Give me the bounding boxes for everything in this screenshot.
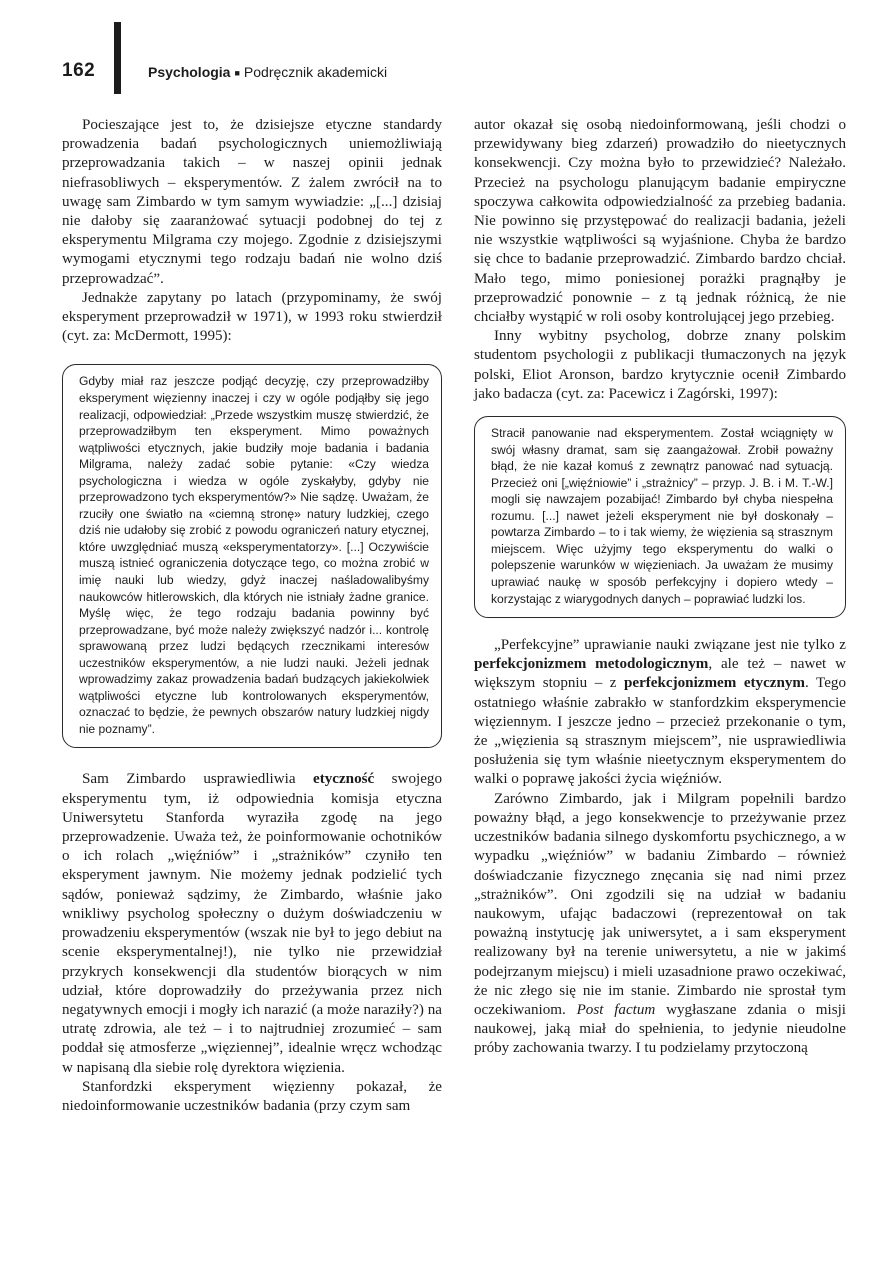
book-subtitle: Podręcznik akademicki bbox=[243, 64, 388, 80]
text-span: . Tego ostatniego właśnie zabrakło w stanfordzkim eksperymencie więziennym. I jeszcze jedno – przecież przekonanie o tym, że „więzienia są strasznym miejscem”, nie usprawiedliwia posłużenia się tym właśnie nieetycznym eksperymentem do walki o poprawę jakości życia więźniów. bbox=[474, 675, 846, 788]
running-head bbox=[148, 64, 387, 80]
quote-box-zimbardo bbox=[62, 364, 442, 748]
square-bullet-icon: ■ bbox=[234, 68, 240, 78]
bold-term-perfekcjonizm-etyczny: perfekcjonizmem etycznym bbox=[623, 675, 806, 692]
text-span: Zarówno Zimbardo, jak i Milgram popełnili bardzo poważny błąd, a jego konsekwencje to przeżywanie przez uczestników badania silnego dyskomfortu psychicznego, a w wypadku „więźniów” w badaniu Zimbardo – również doświadczanie fizycznego znęcania się nad nimi przez „strażników”. Oni zgodzili się na udział w badaniu naukowym, ufając badaczowi (reprezentował on tak poważną instytucję jak uniwersytet, a i sam eksperyment realizowany był na terenie uniwersytetu, a nie w jakimś podejrzanym miejscu) i mieli uzasadnione prawo oczekiwać, że nic złego się nie im stanie. Zimbardo nie sprostał tym oczekiwaniom. bbox=[474, 790, 846, 1018]
right-paragraph-4 bbox=[474, 790, 846, 1059]
quote-text-zimbardo: Gdyby miał raz jeszcze podjąć decyzję, czy przeprowadziłby eksperyment więzienny inaczej i czy w ogóle podjąłby się jego realizacji, odpowiedział: „Przede wszystkim muszę stwierdzić, że przeprowadziłbym ten eksperyment. Mimo poważnych wątpliwości etycznych, jakie budziły moje badania i badania Milgrama, należy zadać sobie pytanie: «Czy wiedza psychologiczna i wiedza w ogóle zyskałyby, gdyby nie przeprowadzono tych eksperymentów?» Nie sądzę. Uważam, że rzuciły one światło na «ciemną stronę» natury ludzkiej, czego dziś nie udałoby się zrobić z powodu ograniczeń natury etycznej, które uwzględniać muszą «eksperymentatorzy». [...] Oczywiście muszą istnieć ograniczenia dotyczące tego, co można zrobić w imię nauki lub wiedzy, gdyż inaczej naśladowalibyśmy naukowców hitlerowskich, dla których nie istniały żadne granice. Myślę więc, że tego rodzaju badania powinny być przeprowadzane, być może należy zwiększyć nadzór i... kontrolę sprawowaną przez ludzi będących rzecznikami interesów uczestników eksperymentów, a nie ludzi nauki. Jeżeli jednak wprowadzimy zakaz prowadzenia badań budzących jakiekolwiek wątpliwości etyczne lub kontrolowanych eksperymentów, oznaczać to będzie, że pewnych obszarów natury ludzkiej nigdy nie poznamy”. bbox=[79, 374, 429, 736]
text-span: wygłaszane zdania o misji naukowej, jaką miał do spełnienia, to jedynie nieudolne próby zachowania twarzy. I tu podzielamy przytoczoną bbox=[474, 1001, 846, 1057]
left-column bbox=[62, 116, 442, 1116]
text-span: , ale też – nawet w większym stopniu – z bbox=[474, 656, 846, 692]
header-divider-bar bbox=[114, 22, 121, 94]
quote-box-aronson bbox=[474, 416, 846, 618]
italic-post-factum: Post factum bbox=[576, 1001, 656, 1018]
left-paragraph-2: Jednakże zapytany po latach (przypominamy, że swój eksperyment przeprowadził w 1971), w 1993 roku stwierdził (cyt. za: McDermott, 1995): bbox=[62, 289, 442, 345]
right-paragraph-2: Inny wybitny psycholog, dobrze znany polskim studentom psychologii z publikacji tłumaczonych na język polski, Eliot Aronson, bardzo krytycznie ocenił Zimbardo jako badacza (cyt. za: Pacewicz i Zagórski, 1997): bbox=[474, 328, 846, 402]
right-column bbox=[474, 116, 846, 1059]
right-paragraph-1: autor okazał się osobą niedoinformowaną, jeśli chodzi o przewidywany bieg zdarzeń) prowadziło do nieetycznych konsekwencji. Czy można było to przewidzieć? Należało. Przecież na psychologu planującym badanie empiryczne spoczywa całkowita odpowiedzialność za przebieg badania. Nie powinno się przystępować do realizacji badania, jeżeli nie wszystkie wątpliwości są wyjaśnione. Chyba że bardzo się chce to badanie przeprowadzić. Zimbardo bardzo chciał. Mało tego, mimo poniesionej porażki pragnąłby je przeprowadzić ponownie – z tą jednak różnicą, że nie chciałby wystąpić w roli osoby kontrolującej jego przebieg. bbox=[474, 117, 846, 326]
book-title: Psychologia bbox=[148, 64, 231, 80]
text-span: swojego eksperymentu tym, iż odpowiednia komisja etyczna Uniwersytetu Stanforda wyraziła zgodę na jego przeprowadzenie. Uważa też, że poinformowanie ochotników o ich rolach „więźniów” i „strażników” czyniło ten eksperyment jawnym. Nie możemy jednak podzielić tych sądów, ponieważ sądzimy, że Zimbardo, właśnie jako wnikliwy psycholog społeczny o dużym doświadczeniu w prowadzeniu eksperymentów (wszak nie był to jego debiut na scenie eksperymentalnej!), nie tylko nie przewidział przykrych konsekwencji dla studentów biorących w nim udział, które doprowadziły do przeżywania przez nich negatywnych emocji i mogły ich narazić (a może naraziły?) na utratę zdrowia, ale też – i to najtrudniej zrozumieć – sam poddał się atmosferze „więziennej”, idealnie wręcz wchodząc w napisaną dla siebie rolę dyrektora więzienia. bbox=[62, 771, 442, 1076]
left-paragraph-3 bbox=[62, 770, 442, 1077]
page-number: 162 bbox=[62, 60, 96, 81]
right-paragraph-3 bbox=[474, 636, 846, 790]
left-paragraph-4: Stanfordzki eksperyment więzienny pokazał, że niedoinformowanie uczestników badania (przy czym sam bbox=[62, 1078, 442, 1114]
bold-term-etycznosc: etyczność bbox=[313, 771, 375, 788]
bold-term-perfekcjonizm-metodologiczny: perfekcjonizmem metodologicznym bbox=[474, 656, 709, 673]
text-span: Sam Zimbardo usprawiedliwia bbox=[82, 771, 314, 788]
page-header bbox=[62, 22, 842, 102]
text-span: „Perfekcyjne” uprawianie nauki związane jest nie tylko z bbox=[494, 637, 846, 654]
left-paragraph-1: Pocieszające jest to, że dzisiejsze etyczne standardy prowadzenia badań psychologicznych uniemożliwiają przeprowadzania takich – w naszej opinii jednak niefrasobliwych – eksperymentów. Z żalem zwrócił na to uwagę sam Zimbardo w tym samym wywiadzie: „[...] dzisiaj nie dałoby się zaaranżować sytuacji podobnej do tej z eksperymentu Milgrama czy mojego. Zgodnie z dzisiejszymi wymogami etycznymi tego rodzaju badań nie wolno dziś przeprowadzać”. bbox=[62, 117, 442, 287]
quote-text-aronson: Stracił panowanie nad eksperymentem. Został wciągnięty w swój własny dramat, sam się zaangażował. Zrobił poważny błąd, że nie kazał komuś z zewnątrz panować nad sytuacją. Przecież oni [„więźniowie” i „strażnicy” – przyp. J. B. i M. T.-W.] mogli się nawzajem pozabijać! Zimbardo był chyba niespełna rozumu. [...] nawet jeżeli eksperyment nie był doskonały – powtarza Zimbardo – to i tak wiemy, że więzienia są strasznym miejscem. Więc użyjmy tego eksperymentu do walki o polepszenie warunków w więzieniach. Ja uważam że musimy uprawiać naukę w sposób perfekcyjny i dopiero wtedy – korzystając z wiarygodnych danych – poprawiać ludzki los. bbox=[491, 426, 833, 606]
